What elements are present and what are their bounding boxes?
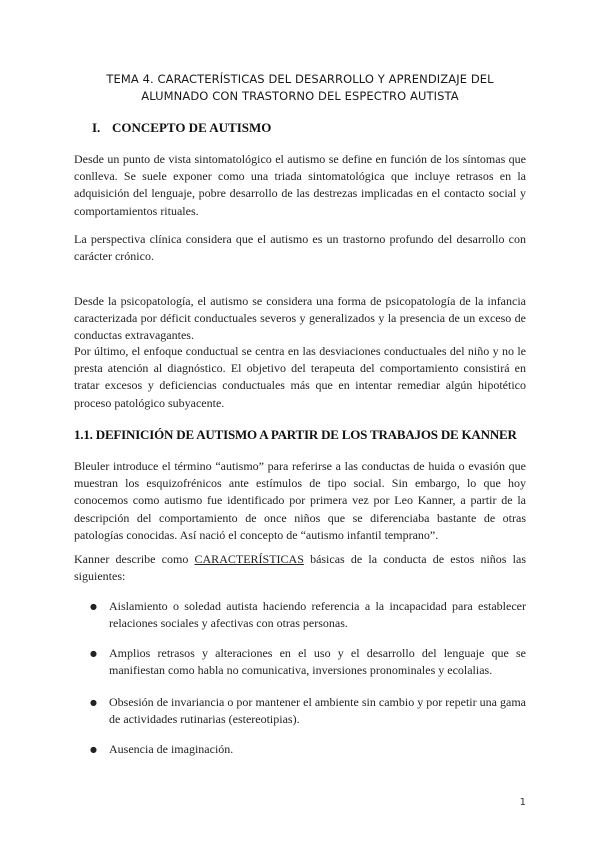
paragraph-bleuler: Bleuler introduce el término “autismo” para referirse a las conductas de huida o evasión que muestran los esquizofrénicos ante estímulos de tipo social. Sin embargo, lo que hoy conocemos como autismo fue identificado por primera vez por Leo Kanner, a partir de la descripción del comportamiento de once niños que se diferenciaba bastante de otras patologías conocidas. Así nació el concepto de “autismo infantil temprano”. [74, 459, 526, 542]
list-item-text: Aislamiento o soledad autista haciendo referencia a la incapacidad para establecer relaciones sociales y afectivas con otras personas. [109, 599, 526, 631]
paragraph-sintomatologico: Desde un punto de vista sintomatológico el autismo se define en función de los síntomas que conlleva. Se suele exponer como una triada sintomatológica que incluye retrasos en la adquisición del lenguaje, pobre desarrollo de las destrezas implicadas en el contacto social y comportamientos rituales. [74, 152, 526, 218]
list-item-text: Ausencia de imaginación. [109, 742, 234, 756]
paragraph-psicopatologia: Desde la psicopatología, el autismo se considera una forma de psicopatología de la infancia caracterizada por déficit conductuales severos y generalizados y la presencia de un exceso de conductas extravagantes. [74, 294, 526, 343]
bullet-icon: ● [90, 649, 97, 658]
kanner-intro-underlined: CARACTERÍSTICAS [194, 552, 304, 566]
list-item-text: Amplios retrasos y alteraciones en el uso y el desarrollo del lenguaje que se manifiestan como habla no comunicativa, inversiones pronominales y ecolalias. [109, 646, 526, 678]
section-heading-text: CONCEPTO DE AUTISMO [112, 120, 272, 135]
subsection-heading-kanner: 1.1. DEFINICIÓN DE AUTISMO A PARTIR DE LOS TRABAJOS DE KANNER [74, 427, 517, 442]
bullet-icon: ● [90, 698, 97, 707]
bullet-icon: ● [90, 745, 97, 754]
page-number: 1 [519, 797, 526, 808]
paragraph-clinica: La perspectiva clínica considera que el autismo es un trastorno profundo del desarrollo con carácter crónico. [74, 232, 526, 264]
title-line-2: ALUMNADO CON TRASTORNO DEL ESPECTRO AUTISTA [141, 89, 459, 103]
bullet-icon: ● [90, 602, 97, 611]
kanner-intro-after: básicas de la conducta de estos niños las siguientes: [74, 552, 526, 584]
document-title [72, 71, 528, 105]
kanner-intro-before: Kanner describe como [74, 552, 195, 566]
section-heading-concepto [92, 120, 271, 136]
paragraph-conductual: Por último, el enfoque conductual se centra en las desviaciones conductuales del niño y no le presta atención al diagnóstico. El objetivo del terapeuta del comportamiento consistirá en tratar excesos y deficiencias conductuales más que en intentar remediar algún hipotético proceso patológico subyacente. [74, 344, 526, 410]
paragraph-kanner-intro [74, 551, 526, 585]
section-number: I. [92, 120, 101, 135]
title-line-1: TEMA 4. CARACTERÍSTICAS DEL DESARROLLO Y APRENDIZAJE DEL [106, 72, 494, 86]
list-item-text: Obsesión de invariancia o por mantener el ambiente sin cambio y por repetir una gama de actividades rutinarias (estereotipias). [109, 695, 526, 727]
